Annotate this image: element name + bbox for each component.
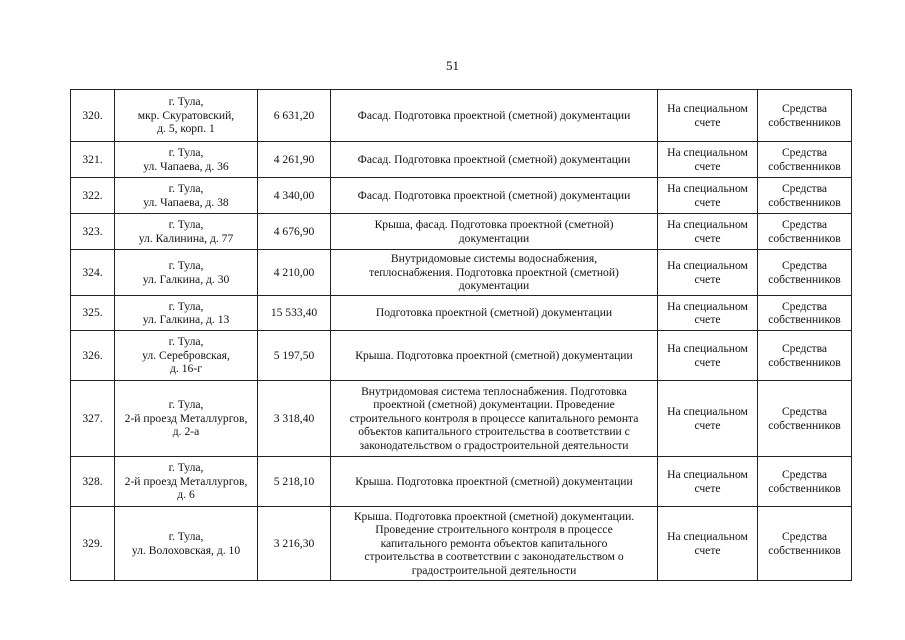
- address-line: ул. Калинина, д. 77: [138, 231, 234, 245]
- account-cell: [658, 296, 758, 331]
- address-cell: [115, 142, 258, 178]
- row-number: 322.: [71, 178, 115, 214]
- account-cell: [658, 214, 758, 250]
- table-body: [71, 90, 852, 581]
- work-description-line: объектов капитального строительства в соответствии с: [358, 425, 630, 439]
- work-description-line: Фасад. Подготовка проектной (сметной) документации: [357, 152, 631, 166]
- address-line: ул. Волоховская, д. 10: [131, 543, 241, 557]
- funding-source-line: Средства: [781, 342, 828, 356]
- address-line: г. Тула,: [168, 146, 204, 160]
- table-row: [71, 90, 852, 142]
- work-description-line: Внутридомовая система теплоснабжения. Подготовка: [361, 384, 627, 398]
- account-line: счете: [694, 313, 721, 326]
- table-row: [71, 507, 852, 581]
- account-line: счете: [694, 355, 721, 369]
- funding-source-line: собственников: [768, 195, 841, 209]
- address-line: мкр. Скуратовский,: [137, 108, 235, 122]
- work-description-line: строительства в соответствии с законодательством о: [364, 550, 624, 564]
- page-number: 51: [446, 58, 459, 73]
- amount-cell: 4 210,00: [258, 250, 331, 296]
- work-description-line: Крыша. Подготовка проектной (сметной) документации: [355, 348, 633, 362]
- funding-source-line: собственников: [768, 313, 841, 326]
- work-description-cell: [331, 178, 658, 214]
- work-description-line: документации: [458, 279, 530, 293]
- address-line: ул. Серебровская,: [142, 348, 230, 362]
- work-description-line: Подготовка проектной (сметной) документации: [375, 306, 613, 320]
- funding-source-cell: [758, 296, 852, 331]
- work-description-line: Фасад. Подготовка проектной (сметной) документации: [357, 188, 631, 202]
- account-line: На специальном: [667, 342, 748, 356]
- amount-cell: 5 197,50: [258, 331, 331, 381]
- account-line: На специальном: [667, 102, 748, 116]
- address-line: 2-й проезд Металлургов,: [124, 474, 248, 488]
- work-description-cell: [331, 142, 658, 178]
- row-number: 328.: [71, 457, 115, 507]
- address-cell: [115, 178, 258, 214]
- account-cell: [658, 178, 758, 214]
- account-line: На специальном: [667, 182, 748, 196]
- funding-source-line: Средства: [781, 102, 828, 116]
- funding-source-line: Средства: [781, 259, 828, 273]
- address-cell: [115, 250, 258, 296]
- funding-source-line: Средства: [781, 218, 828, 232]
- address-line: г. Тула,: [168, 461, 204, 475]
- funding-source-cell: [758, 331, 852, 381]
- work-description-line: проектной (сметной) документации. Проведение: [373, 398, 615, 412]
- account-line: счете: [694, 231, 721, 245]
- account-cell: [658, 90, 758, 142]
- table-row: [71, 142, 852, 178]
- amount-cell: 6 631,20: [258, 90, 331, 142]
- address-cell: [115, 90, 258, 142]
- funding-source-cell: [758, 90, 852, 142]
- funding-source-cell: [758, 214, 852, 250]
- address-line: г. Тула,: [168, 299, 204, 313]
- account-line: На специальном: [667, 299, 748, 313]
- work-description-cell: [331, 331, 658, 381]
- work-description-cell: [331, 250, 658, 296]
- account-line: На специальном: [667, 405, 748, 419]
- repair-registry-table: [70, 89, 852, 581]
- amount-cell: 15 533,40: [258, 296, 331, 331]
- funding-source-cell: [758, 250, 852, 296]
- account-line: счете: [694, 195, 721, 209]
- work-description-line: Внутридомовые системы водоснабжения,: [390, 252, 598, 266]
- row-number: 321.: [71, 142, 115, 178]
- amount-cell: 4 676,90: [258, 214, 331, 250]
- address-cell: [115, 296, 258, 331]
- table-row: [71, 296, 852, 331]
- address-line: ул. Чапаева, д. 38: [143, 195, 229, 209]
- work-description-line: законодательством о градостроительной деятельности: [359, 438, 629, 452]
- account-line: На специальном: [667, 146, 748, 160]
- address-cell: [115, 214, 258, 250]
- account-line: счете: [694, 418, 721, 432]
- work-description-cell: [331, 381, 658, 457]
- account-line: счете: [694, 159, 721, 173]
- address-cell: [115, 457, 258, 507]
- work-description-line: строительного контроля в процессе капитального ремонта: [349, 411, 639, 425]
- work-description-line: Крыша. Подготовка проектной (сметной) документации.: [353, 509, 635, 523]
- account-cell: [658, 457, 758, 507]
- address-line: ул. Чапаева, д. 36: [143, 159, 229, 173]
- amount-cell: 3 318,40: [258, 381, 331, 457]
- address-line: г. Тула,: [168, 259, 204, 273]
- work-description-cell: [331, 296, 658, 331]
- address-line: ул. Галкина, д. 13: [142, 313, 230, 326]
- account-line: На специальном: [667, 218, 748, 232]
- table-row: [71, 457, 852, 507]
- address-line: д. 16-г: [170, 362, 202, 376]
- table-row: [71, 214, 852, 250]
- account-line: На специальном: [667, 259, 748, 273]
- funding-source-cell: [758, 381, 852, 457]
- row-number: 325.: [71, 296, 115, 331]
- funding-source-line: собственников: [768, 272, 841, 286]
- funding-source-line: собственников: [768, 543, 841, 557]
- table-row: [71, 331, 852, 381]
- account-cell: [658, 507, 758, 581]
- account-cell: [658, 381, 758, 457]
- row-number: 326.: [71, 331, 115, 381]
- work-description-cell: [331, 507, 658, 581]
- account-line: счете: [694, 272, 721, 286]
- address-cell: [115, 507, 258, 581]
- funding-source-cell: [758, 178, 852, 214]
- row-number: 324.: [71, 250, 115, 296]
- work-description-line: Проведение строительного контроля в процессе: [375, 523, 613, 537]
- funding-source-line: Средства: [781, 530, 828, 544]
- row-number: 320.: [71, 90, 115, 142]
- account-line: счете: [694, 481, 721, 495]
- account-cell: [658, 250, 758, 296]
- work-description-line: документации: [458, 231, 530, 245]
- table-row: [71, 250, 852, 296]
- account-cell: [658, 142, 758, 178]
- row-number: 329.: [71, 507, 115, 581]
- address-line: д. 6: [177, 488, 195, 502]
- account-cell: [658, 331, 758, 381]
- work-description-line: Крыша. Подготовка проектной (сметной) документации: [355, 474, 633, 488]
- funding-source-cell: [758, 142, 852, 178]
- amount-cell: 5 218,10: [258, 457, 331, 507]
- funding-source-line: собственников: [768, 115, 841, 129]
- funding-source-line: собственников: [768, 355, 841, 369]
- work-description-line: Крыша, фасад. Подготовка проектной (сметной): [374, 218, 614, 232]
- table-row: [71, 178, 852, 214]
- work-description-cell: [331, 457, 658, 507]
- funding-source-line: Средства: [781, 299, 828, 313]
- row-number: 323.: [71, 214, 115, 250]
- funding-source-line: собственников: [768, 481, 841, 495]
- address-line: 2-й проезд Металлургов,: [124, 411, 248, 425]
- work-description-line: капитального ремонта объектов капитального: [380, 536, 608, 550]
- address-cell: [115, 331, 258, 381]
- address-line: г. Тула,: [168, 398, 204, 412]
- table-row: [71, 381, 852, 457]
- address-cell: [115, 381, 258, 457]
- address-line: д. 2-а: [172, 425, 200, 439]
- work-description-cell: [331, 90, 658, 142]
- work-description-line: теплоснабжения. Подготовка проектной (сметной): [369, 265, 619, 279]
- account-line: На специальном: [667, 468, 748, 482]
- row-number: 327.: [71, 381, 115, 457]
- work-description-cell: [331, 214, 658, 250]
- funding-source-line: Средства: [781, 468, 828, 482]
- address-line: г. Тула,: [168, 218, 204, 232]
- amount-cell: 3 216,30: [258, 507, 331, 581]
- address-line: г. Тула,: [168, 530, 204, 544]
- account-line: счете: [694, 543, 721, 557]
- funding-source-line: Средства: [781, 182, 828, 196]
- address-line: г. Тула,: [168, 95, 204, 109]
- funding-source-cell: [758, 457, 852, 507]
- work-description-line: Фасад. Подготовка проектной (сметной) документации: [357, 108, 631, 122]
- amount-cell: 4 340,00: [258, 178, 331, 214]
- funding-source-line: собственников: [768, 418, 841, 432]
- funding-source-line: Средства: [781, 146, 828, 160]
- address-line: ул. Галкина, д. 30: [142, 272, 230, 286]
- account-line: На специальном: [667, 530, 748, 544]
- funding-source-line: собственников: [768, 231, 841, 245]
- amount-cell: 4 261,90: [258, 142, 331, 178]
- funding-source-cell: [758, 507, 852, 581]
- address-line: д. 5, корп. 1: [157, 122, 215, 136]
- funding-source-line: собственников: [768, 159, 841, 173]
- work-description-line: градостроительной деятельности: [411, 563, 577, 577]
- funding-source-line: Средства: [781, 405, 828, 419]
- account-line: счете: [694, 115, 721, 129]
- address-line: г. Тула,: [168, 182, 204, 196]
- address-line: г. Тула,: [168, 335, 204, 349]
